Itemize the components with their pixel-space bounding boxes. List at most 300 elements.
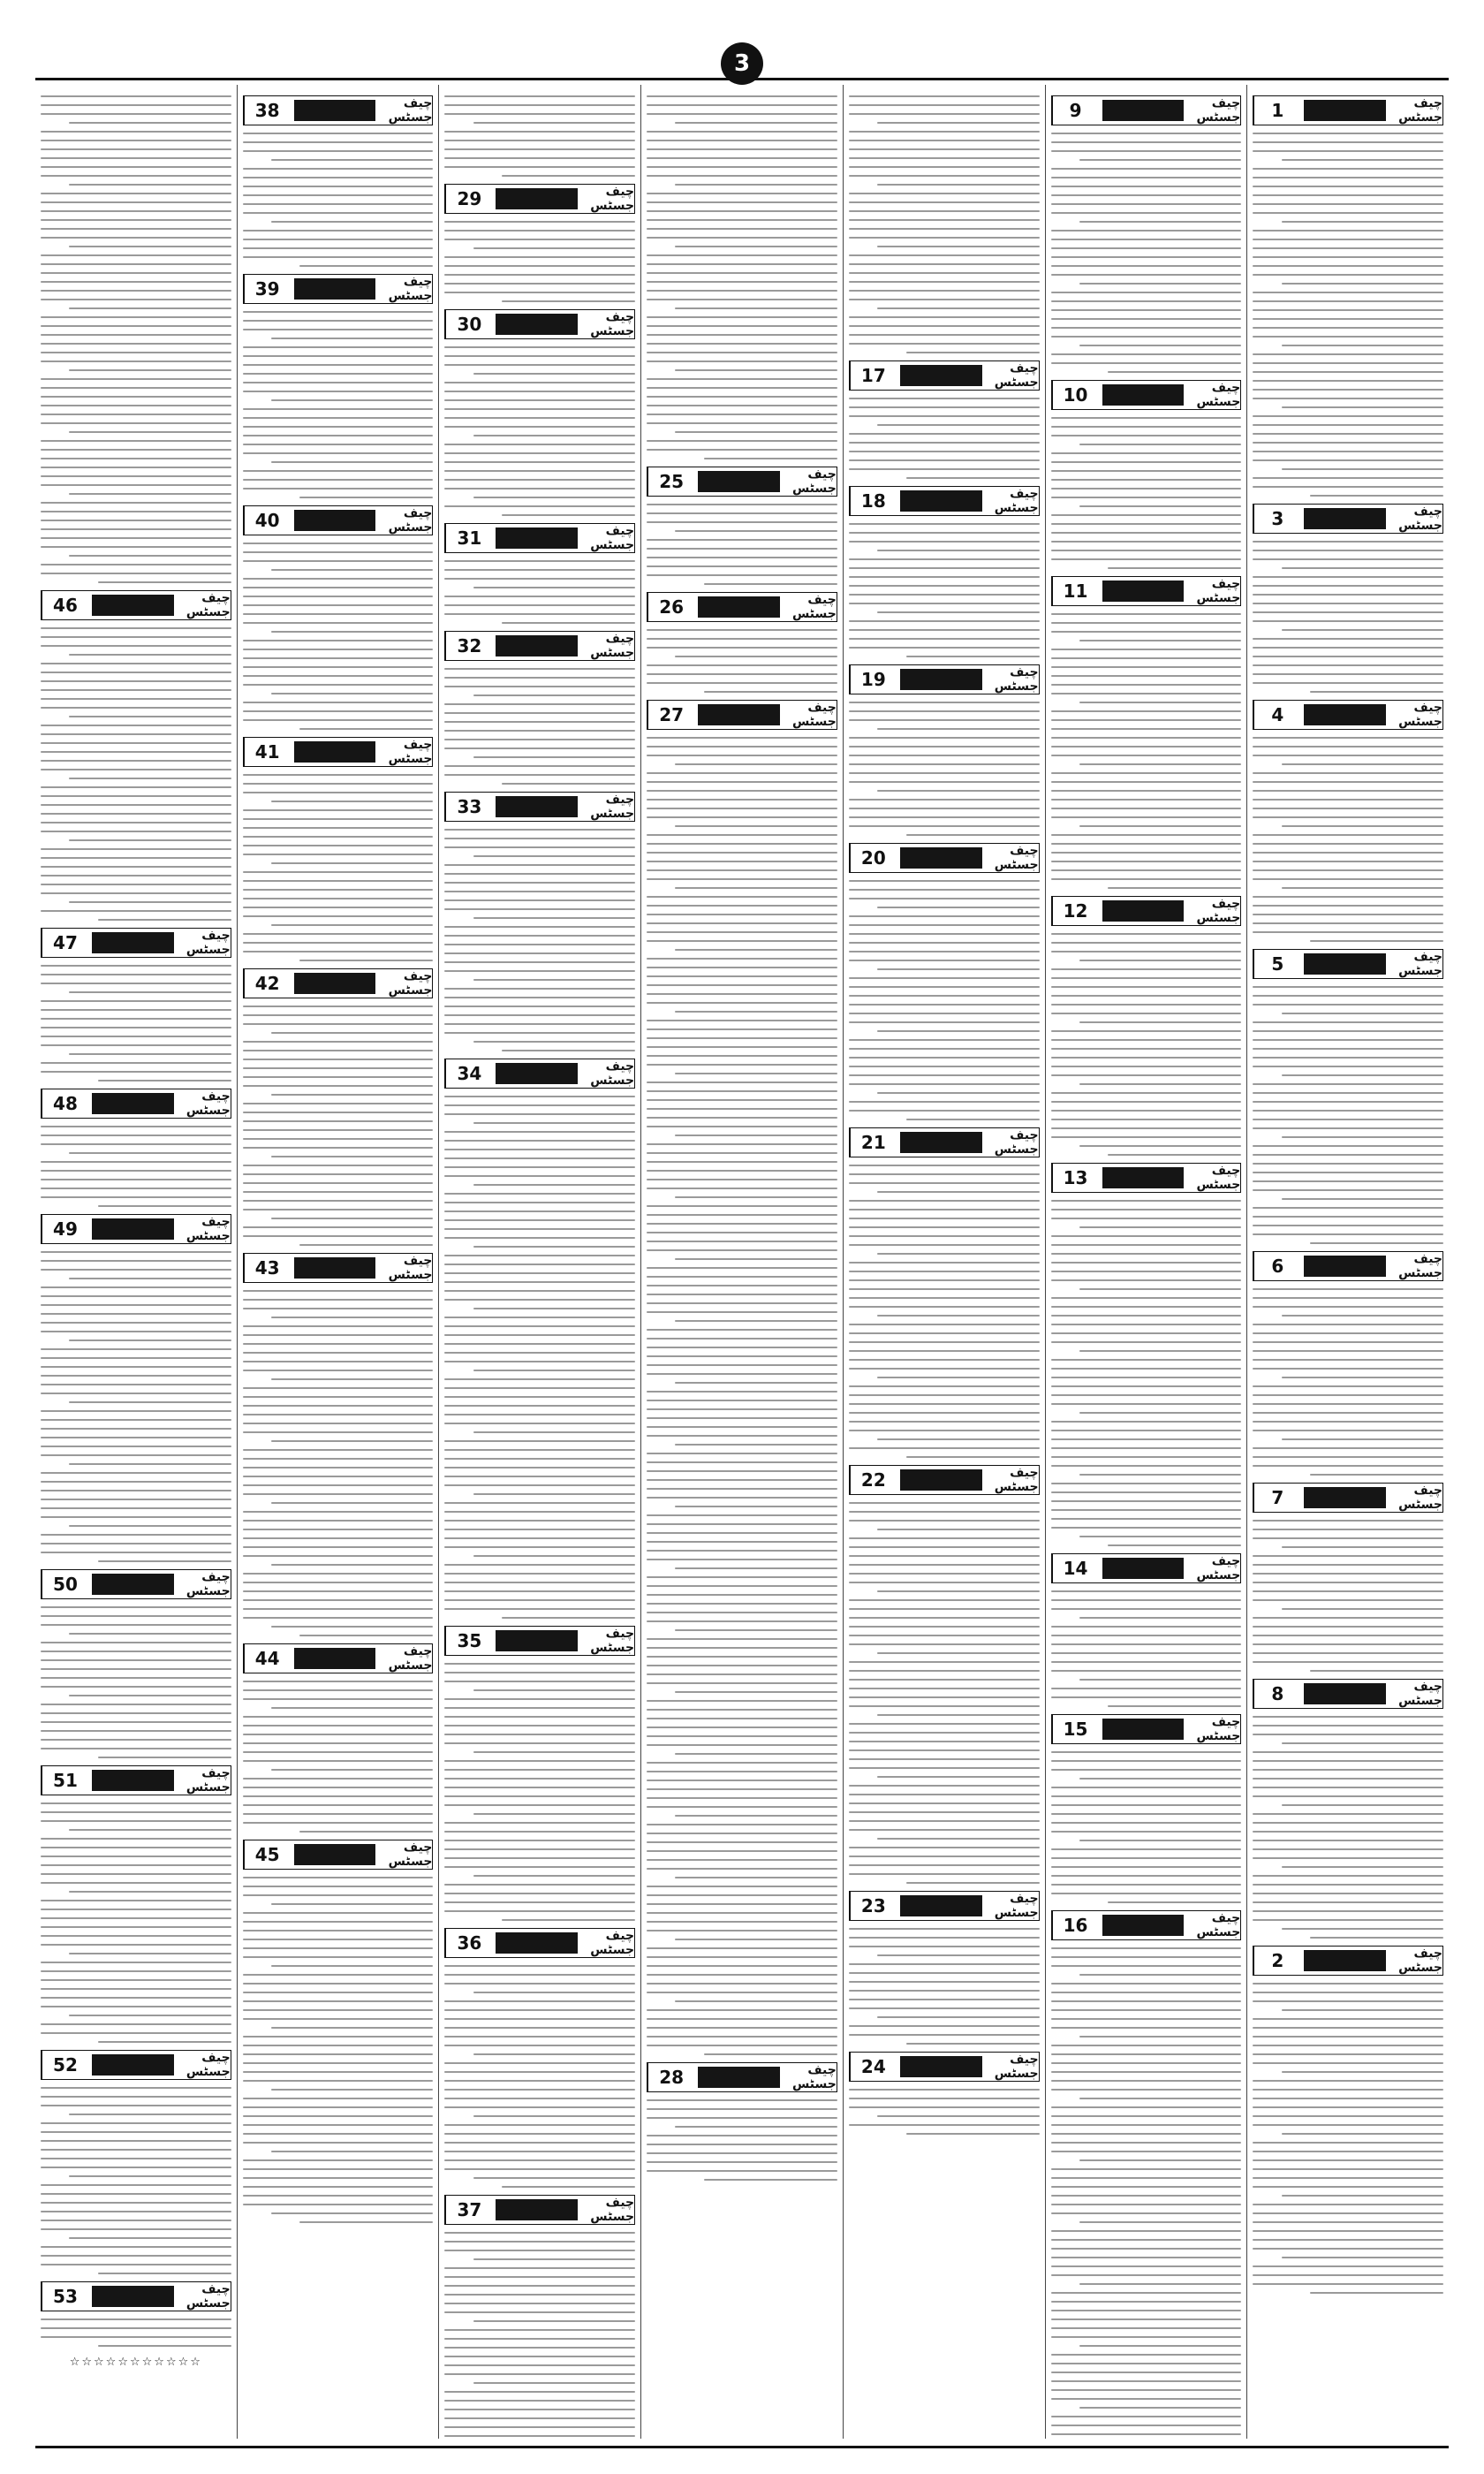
news-item-header	[41, 590, 231, 620]
text-line	[41, 636, 231, 638]
text-line	[444, 1149, 635, 1150]
news-item-body	[1051, 613, 1242, 889]
text-line	[444, 2045, 635, 2046]
text-line	[243, 2106, 434, 2108]
text-line	[1253, 309, 1443, 311]
text-line	[41, 689, 231, 691]
text-line	[1051, 1831, 1242, 1833]
header-black-bar	[1304, 704, 1386, 725]
text-line	[1051, 2389, 1242, 2391]
text-line	[1051, 772, 1242, 774]
text-line	[41, 334, 231, 336]
text-line	[1051, 2310, 1242, 2311]
text-line	[473, 2115, 635, 2117]
text-line	[647, 228, 837, 230]
news-item-body	[849, 880, 1040, 1120]
text-line	[849, 1430, 1040, 1431]
text-line	[243, 2204, 434, 2205]
text-line	[877, 1529, 1039, 1530]
news-column	[1045, 85, 1247, 2439]
text-line	[41, 1188, 231, 1189]
text-line	[647, 1028, 837, 1030]
text-line	[849, 95, 1040, 97]
text-line	[473, 2258, 635, 2260]
text-line	[675, 246, 837, 247]
text-line	[647, 816, 837, 818]
text-line	[849, 201, 1040, 203]
news-item-number: 47	[42, 929, 88, 957]
text-line	[1051, 133, 1242, 134]
text-line	[41, 1979, 231, 1981]
text-line	[1051, 239, 1242, 240]
text-line	[1079, 1226, 1241, 1228]
text-line	[877, 122, 1039, 124]
text-line	[243, 640, 434, 641]
header-black-bar	[294, 1257, 376, 1279]
text-line	[444, 488, 635, 489]
text-line	[647, 1594, 837, 1596]
text-line	[647, 1426, 837, 1428]
text-line	[243, 355, 434, 357]
text-line	[849, 1794, 1040, 1795]
text-line	[41, 1286, 231, 1288]
text-line	[444, 1343, 635, 1345]
text-line	[243, 1370, 434, 1371]
text-line	[1282, 2195, 1443, 2197]
text-line	[41, 131, 231, 133]
text-line	[647, 343, 837, 345]
text-line	[647, 1152, 837, 1154]
news-item-label: چیف جسٹس	[1196, 1164, 1241, 1192]
text-line	[647, 931, 837, 933]
text-line	[877, 1590, 1039, 1592]
text-line	[1253, 1778, 1443, 1780]
text-line	[502, 1617, 635, 1619]
text-line	[1253, 2186, 1443, 2188]
text-line	[444, 1511, 635, 1513]
header-black-bar	[294, 1648, 376, 1669]
news-item-body	[1051, 417, 1242, 569]
text-line	[243, 1716, 434, 1718]
text-line	[444, 2168, 635, 2170]
text-line	[647, 237, 837, 239]
text-line	[849, 702, 1040, 703]
text-line	[473, 917, 635, 919]
text-line	[243, 1308, 434, 1309]
text-line	[41, 2087, 231, 2089]
text-line	[1051, 1965, 1242, 1967]
text-line	[444, 1131, 635, 1133]
text-line	[849, 1546, 1040, 1548]
text-line	[1253, 2045, 1443, 2046]
text-line	[1051, 1200, 1242, 1202]
text-line	[1253, 1599, 1443, 1601]
text-line	[647, 1453, 837, 1454]
text-line	[1051, 1306, 1242, 1308]
text-line	[1051, 1509, 1242, 1511]
text-line	[444, 774, 635, 776]
text-line	[849, 1856, 1040, 1857]
text-line	[299, 2221, 433, 2223]
text-line	[271, 631, 433, 633]
text-line	[444, 452, 635, 454]
text-line	[1051, 1271, 1242, 1272]
text-line	[243, 1877, 434, 1878]
news-item-body	[41, 95, 231, 583]
news-item-header	[243, 505, 434, 535]
news-item-label: چیف جسٹس	[590, 524, 635, 552]
text-line	[41, 254, 231, 256]
text-line	[647, 1780, 837, 1781]
text-line	[675, 307, 837, 309]
text-line	[1310, 495, 1443, 497]
text-line	[243, 666, 434, 668]
text-line	[502, 514, 635, 516]
text-line	[1253, 1145, 1443, 1147]
text-line	[1310, 940, 1443, 942]
news-item-label: چیف جسٹس	[590, 185, 635, 213]
text-line	[243, 2098, 434, 2099]
header-black-bar	[496, 527, 578, 549]
text-line	[1051, 362, 1242, 364]
news-item-header	[444, 1626, 635, 1656]
text-line	[647, 1170, 837, 1172]
header-black-bar	[92, 1218, 174, 1240]
text-line	[243, 1555, 434, 1557]
text-line	[98, 2273, 231, 2274]
text-line	[1253, 673, 1443, 675]
news-item-label: چیف جسٹس	[994, 2053, 1039, 2081]
text-line	[243, 1617, 434, 1619]
text-line	[243, 827, 434, 829]
news-item-body	[444, 560, 635, 624]
news-item-header	[444, 631, 635, 661]
text-line	[849, 1999, 1040, 2000]
text-line	[1253, 1083, 1443, 1085]
text-line	[1051, 816, 1242, 818]
text-line	[1253, 541, 1443, 543]
news-item-label: چیف جسٹس	[792, 701, 837, 729]
text-line	[444, 1707, 635, 1709]
text-line	[243, 951, 434, 952]
news-item-header	[41, 1089, 231, 1119]
news-item-header	[243, 1253, 434, 1283]
text-line	[1253, 852, 1443, 854]
text-line	[647, 1700, 837, 1702]
text-line	[41, 1917, 231, 1919]
text-line	[647, 1099, 837, 1101]
text-line	[1079, 2159, 1241, 2161]
text-line	[647, 1709, 837, 1711]
text-line	[1051, 2301, 1242, 2303]
news-item-label: چیف جسٹس	[994, 665, 1039, 694]
text-line	[1051, 1341, 1242, 1343]
text-line	[647, 1400, 837, 1401]
text-line	[1051, 1332, 1242, 1334]
text-line	[1051, 2115, 1242, 2117]
text-line	[1253, 1110, 1443, 1112]
text-line	[906, 477, 1040, 479]
text-line	[849, 148, 1040, 150]
text-line	[41, 316, 231, 318]
text-line	[1253, 1617, 1443, 1619]
text-line	[647, 1276, 837, 1278]
text-line	[444, 926, 635, 928]
text-line	[849, 558, 1040, 560]
text-line	[41, 2220, 231, 2221]
text-line	[1253, 1661, 1443, 1663]
news-item-label: چیف جسٹس	[388, 1644, 433, 1673]
text-line	[444, 1272, 635, 1274]
text-line	[1051, 2045, 1242, 2046]
text-line	[243, 2186, 434, 2188]
text-line	[243, 212, 434, 214]
text-line	[444, 748, 635, 749]
header-black-bar	[900, 1895, 982, 1916]
text-line	[849, 889, 1040, 891]
text-line	[41, 104, 231, 106]
text-line	[1051, 1101, 1242, 1103]
text-line	[849, 1626, 1040, 1628]
header-black-bar	[1102, 1915, 1185, 1936]
text-line	[1282, 825, 1443, 827]
text-line	[1253, 1048, 1443, 1050]
top-rule	[35, 78, 1449, 80]
text-line	[41, 2131, 231, 2133]
text-line	[1253, 2283, 1443, 2285]
text-line	[299, 497, 433, 498]
news-item-header	[849, 1127, 1040, 1157]
text-line	[849, 468, 1040, 470]
text-line	[444, 2071, 635, 2073]
text-line	[1253, 1919, 1443, 1921]
text-line	[502, 1050, 635, 1051]
text-line	[849, 924, 1040, 926]
text-line	[1051, 622, 1242, 624]
text-line	[444, 1857, 635, 1859]
news-item-label: چیف جسٹس	[1196, 1554, 1241, 1582]
text-line	[444, 997, 635, 998]
bottom-rule	[35, 2446, 1449, 2448]
text-line	[41, 1847, 231, 1848]
text-line	[444, 730, 635, 732]
text-line	[1253, 2248, 1443, 2250]
text-line	[1051, 435, 1242, 436]
text-line	[1108, 1901, 1241, 1903]
text-line	[41, 848, 231, 850]
news-item-number: 34	[445, 1059, 492, 1088]
text-line	[444, 988, 635, 990]
text-line	[271, 1440, 433, 1442]
text-line	[243, 1067, 434, 1069]
news-item-body	[444, 829, 635, 1051]
text-line	[41, 378, 231, 380]
text-line	[243, 1138, 434, 1140]
text-line	[41, 210, 231, 212]
news-item-body	[1051, 1751, 1242, 1903]
text-line	[1051, 1262, 1242, 1264]
header-black-bar	[496, 1063, 578, 1084]
text-line	[1051, 1438, 1242, 1440]
news-item-body	[1253, 986, 1443, 1244]
text-line	[1051, 852, 1242, 854]
text-line	[1253, 1430, 1443, 1431]
text-line	[849, 157, 1040, 159]
text-line	[444, 1599, 635, 1601]
text-line	[1051, 1813, 1242, 1815]
text-line	[647, 1762, 837, 1764]
text-line	[444, 891, 635, 892]
text-line	[243, 1804, 434, 1806]
text-line	[1051, 550, 1242, 551]
news-item-number: 8	[1253, 1680, 1300, 1708]
text-line	[849, 986, 1040, 988]
text-line	[647, 1355, 837, 1357]
text-line	[849, 1758, 1040, 1760]
header-black-bar	[1304, 953, 1386, 975]
text-line	[1253, 1635, 1443, 1636]
text-line	[444, 2232, 635, 2234]
text-line	[243, 408, 434, 410]
text-line	[647, 1249, 837, 1251]
text-line	[41, 2255, 231, 2257]
text-line	[849, 746, 1040, 748]
text-line	[444, 1378, 635, 1380]
text-line	[69, 1278, 231, 1279]
text-line	[1051, 1652, 1242, 1654]
text-line	[1253, 816, 1443, 818]
text-line	[849, 1811, 1040, 1813]
text-line	[1051, 2186, 1242, 2188]
text-line	[444, 346, 635, 348]
news-item-body	[243, 1681, 434, 1833]
text-line	[1051, 1751, 1242, 1753]
header-black-bar	[294, 510, 376, 531]
text-line	[243, 488, 434, 489]
text-line	[647, 1797, 837, 1799]
text-line	[849, 1182, 1040, 1184]
text-line	[243, 2045, 434, 2046]
header-black-bar	[92, 1770, 174, 1791]
text-line	[1253, 682, 1443, 684]
text-line	[243, 1059, 434, 1060]
text-line	[1051, 1394, 1242, 1396]
text-line	[41, 1260, 231, 1262]
text-line	[243, 1103, 434, 1104]
news-item-number: 26	[647, 593, 694, 621]
text-line	[41, 1864, 231, 1866]
news-item-body	[243, 311, 434, 498]
text-line	[1079, 1412, 1241, 1414]
text-line	[849, 1688, 1040, 1689]
text-line	[647, 2009, 837, 2011]
text-line	[444, 2000, 635, 2002]
text-line	[647, 2170, 837, 2172]
text-line	[243, 1014, 434, 1016]
text-line	[473, 1246, 635, 1248]
text-line	[1051, 2416, 1242, 2417]
text-line	[1253, 141, 1443, 143]
text-line	[1282, 2009, 1443, 2011]
text-line	[473, 694, 635, 696]
text-line	[1051, 2204, 1242, 2205]
text-line	[1051, 1297, 1242, 1299]
text-line	[444, 104, 635, 106]
text-line	[849, 1723, 1040, 1725]
text-line	[1051, 693, 1242, 694]
text-line	[704, 2053, 837, 2055]
text-line	[849, 1165, 1040, 1166]
text-line	[1051, 247, 1242, 249]
text-line	[1253, 647, 1443, 649]
text-line	[849, 2106, 1040, 2108]
text-line	[1253, 550, 1443, 551]
text-line	[473, 122, 635, 124]
text-line	[444, 2062, 635, 2064]
text-line	[647, 2117, 837, 2119]
text-line	[647, 1161, 837, 1163]
text-line	[1253, 1456, 1443, 1458]
text-line	[1051, 2018, 1242, 2020]
text-line	[1253, 1119, 1443, 1120]
text-line	[1253, 2080, 1443, 2082]
text-line	[69, 716, 231, 717]
text-line	[849, 1599, 1040, 1601]
text-line	[243, 311, 434, 313]
news-item-number: 52	[42, 2051, 88, 2079]
text-line	[243, 382, 434, 383]
text-line	[849, 1004, 1040, 1006]
text-line	[647, 1435, 837, 1437]
text-line	[647, 1064, 837, 1066]
text-line	[41, 263, 231, 265]
news-column	[1246, 85, 1449, 2439]
text-line	[444, 1840, 635, 1841]
text-line	[647, 1930, 837, 1931]
text-line	[69, 1053, 231, 1055]
text-line	[1253, 247, 1443, 249]
text-line	[243, 417, 434, 419]
text-line	[1282, 468, 1443, 470]
text-line	[1051, 1688, 1242, 1689]
news-item-body	[1253, 737, 1443, 942]
text-line	[647, 1241, 837, 1242]
news-item-label: چیف جسٹس	[186, 1215, 231, 1243]
text-line	[41, 2202, 231, 2204]
news-item-label: چیف جسٹس	[590, 632, 635, 660]
header-black-bar	[496, 2199, 578, 2220]
text-line	[444, 2098, 635, 2099]
text-line	[704, 691, 837, 693]
text-line	[473, 497, 635, 498]
text-line	[444, 2241, 635, 2243]
text-line	[444, 2417, 635, 2419]
text-line	[41, 672, 231, 673]
text-line	[243, 346, 434, 348]
text-line	[1051, 1030, 1242, 1032]
news-item-body	[243, 1290, 434, 1636]
text-line	[1051, 470, 1242, 472]
text-line	[243, 444, 434, 445]
text-line	[877, 2115, 1039, 2117]
text-line	[877, 184, 1039, 186]
text-line	[675, 184, 837, 186]
text-line	[849, 1661, 1040, 1663]
text-line	[647, 565, 837, 567]
text-line	[1051, 2292, 1242, 2294]
text-line	[41, 751, 231, 753]
text-line	[1253, 1582, 1443, 1583]
